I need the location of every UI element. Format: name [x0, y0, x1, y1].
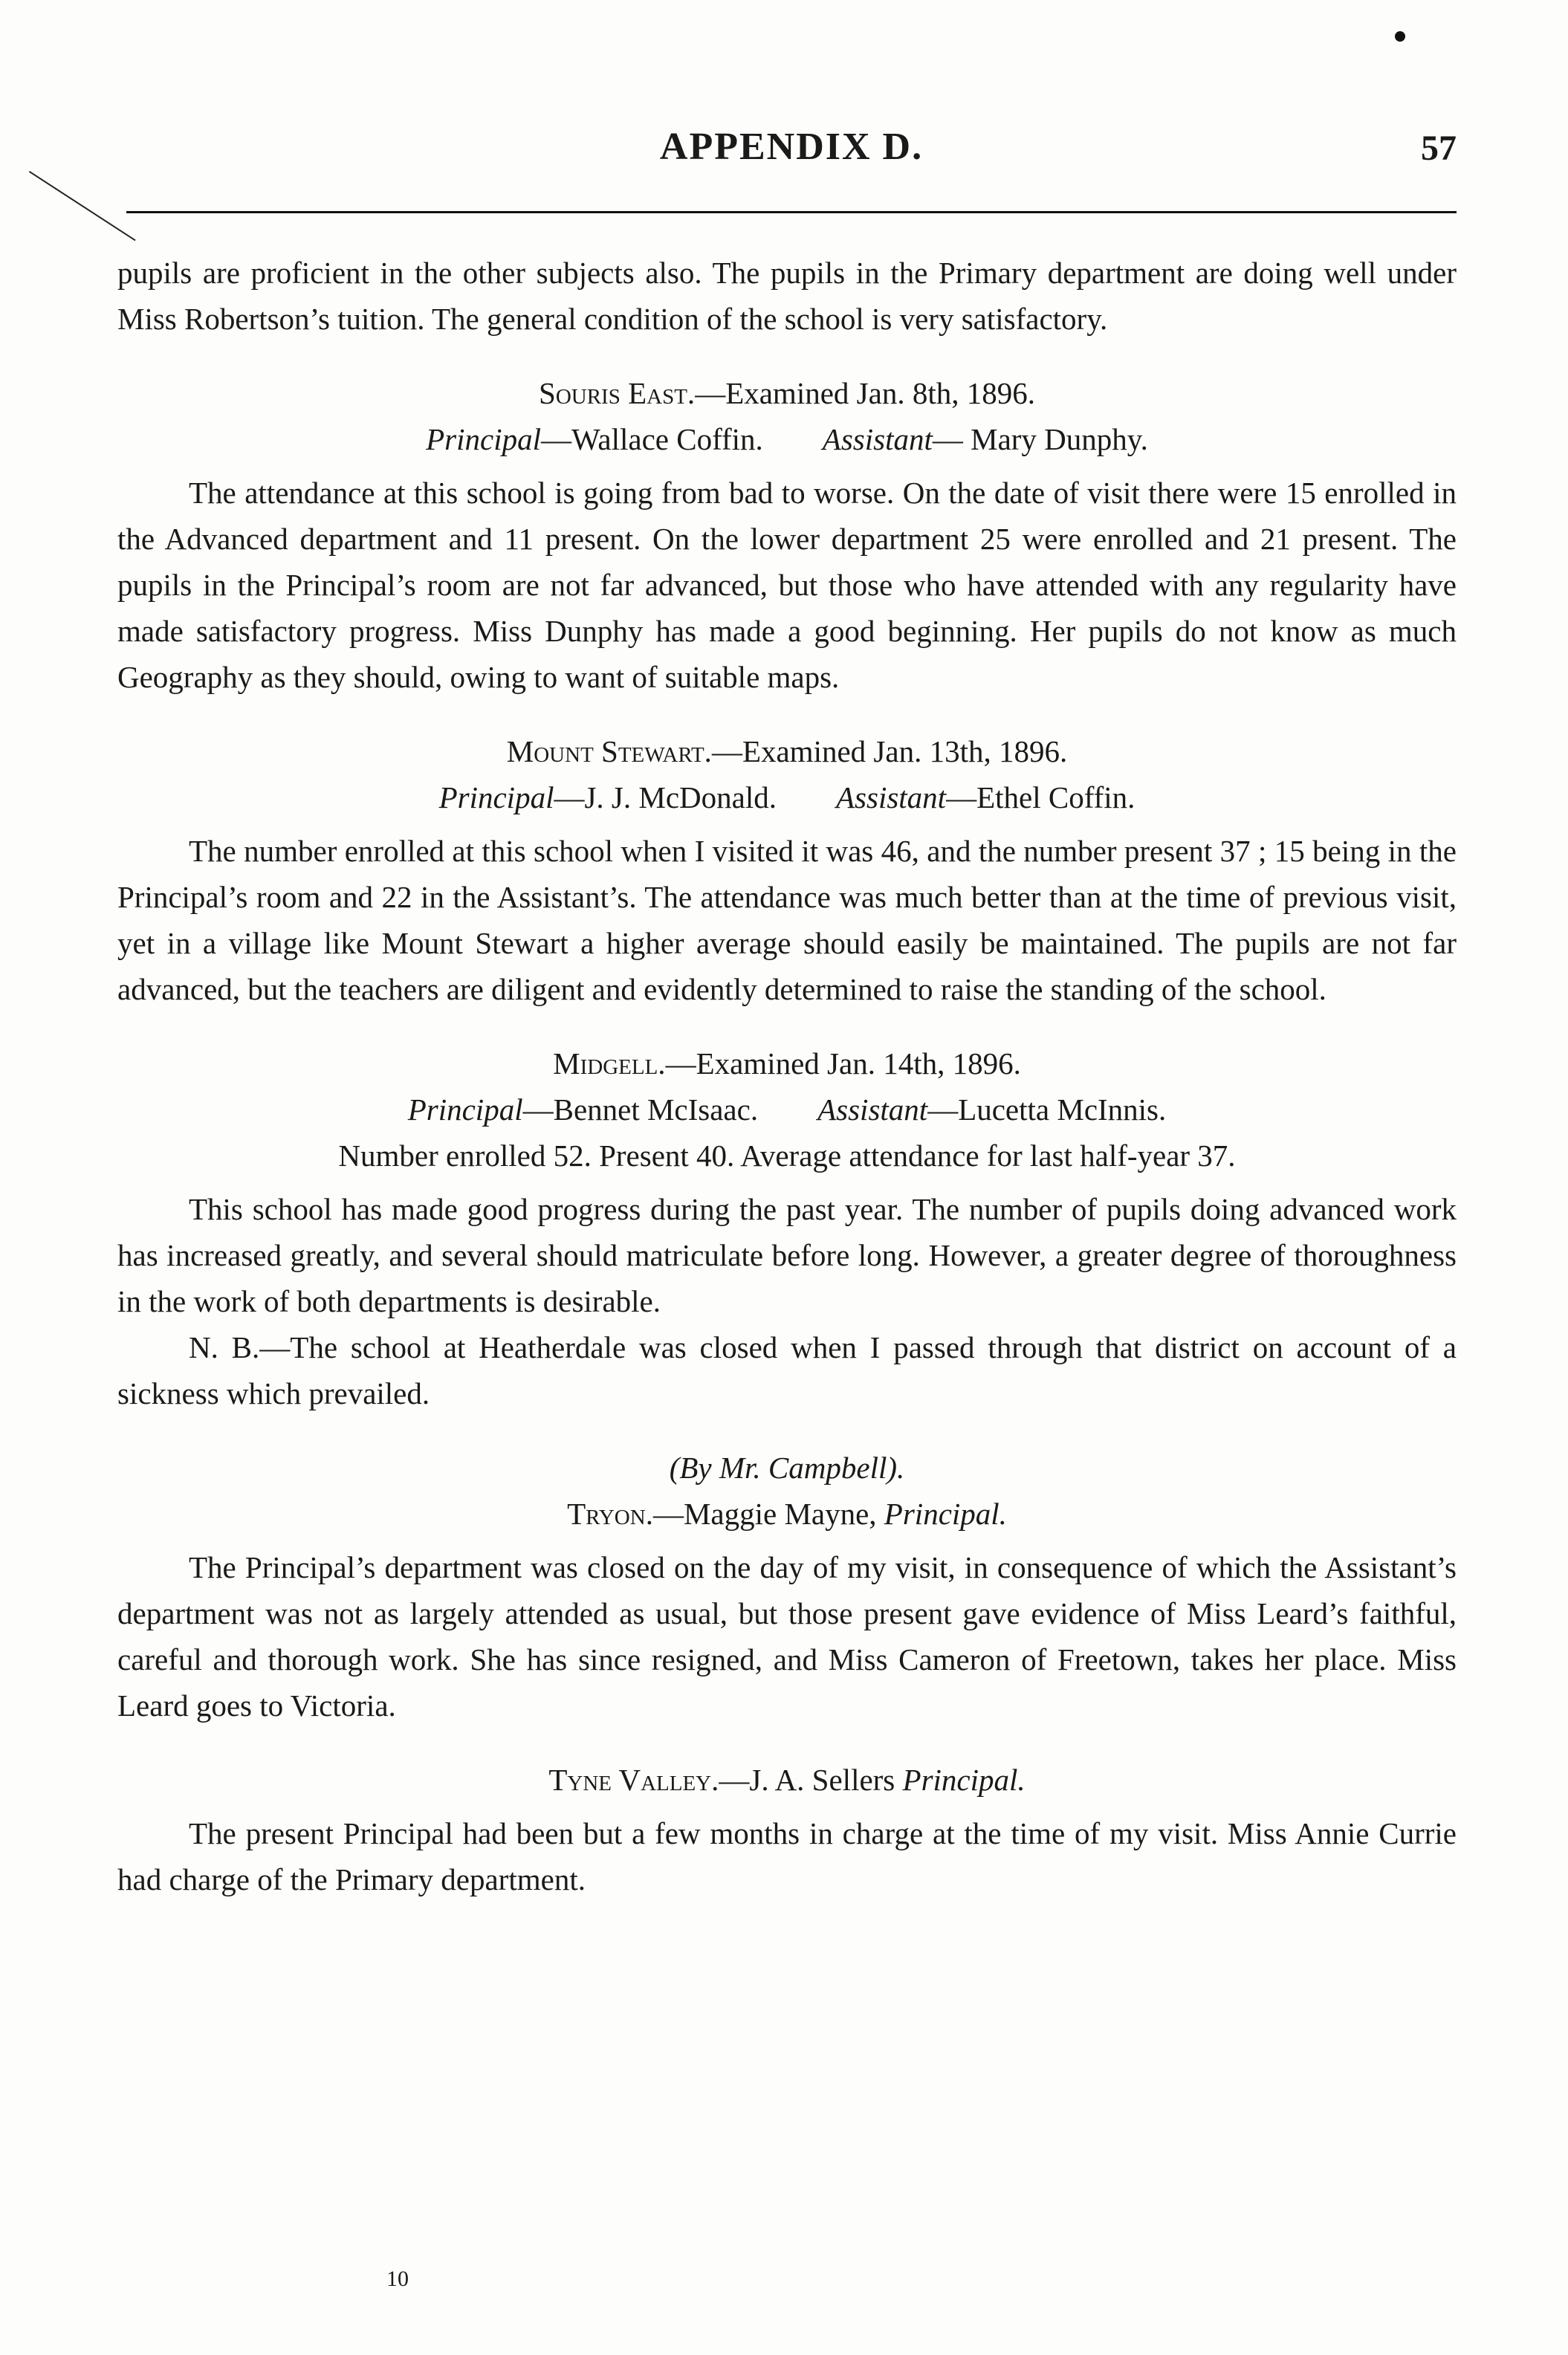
school-name: Mount Stewart.	[506, 734, 712, 768]
report-paragraph-mount-stewart: The number enrolled at this school when I visited it was 46, and the number present 37 ; 15 being in the Principal’s room and 22 in the Assistant’s. The attendance was much better than at the time of previous visit, yet in a village like Mount Stewart a higher average should easily be maintained. The pupils are not far advanced, but the teachers are diligent and evidently determined to raise the standing of the school.	[117, 834, 1457, 1006]
principal-name: —Maggie Mayne,	[652, 1497, 884, 1531]
school-name: Souris East.	[539, 376, 696, 410]
school-name: Tyne Valley.	[548, 1763, 719, 1797]
running-header	[126, 125, 1457, 169]
principal-role: Principal	[407, 1092, 523, 1127]
page-number: 57	[1421, 129, 1457, 168]
section-heading-midgell	[117, 1040, 1457, 1086]
report-paragraph-tyne-valley: The present Principal had been but a few months in charge at the time of my visit. Miss Annie Currie had charge of the Primary department.	[117, 1816, 1457, 1896]
section-heading-tryon	[117, 1491, 1457, 1537]
intro-paragraph: pupils are proficient in the other subjects also. The pupils in the Primary department are doing well under Miss Robertson’s tuition. The general condition of the school is very satisfactory.	[117, 256, 1457, 336]
section-heading-tyne-valley	[117, 1757, 1457, 1803]
staff-line-mount-stewart	[117, 774, 1457, 820]
principal-name: —J. J. McDonald.	[554, 780, 777, 814]
exam-date: —Examined Jan. 8th, 1896.	[695, 376, 1035, 410]
principal-role: Principal.	[884, 1497, 1007, 1531]
staff-line-souris	[117, 416, 1457, 462]
assistant-role: Assistant	[835, 780, 947, 814]
assistant-name: — Mary Dunphy.	[932, 422, 1148, 456]
signature-mark: 10	[386, 2267, 409, 2291]
report-paragraph-midgell: This school has made good progress during the past year. The number of pupils doing advanced work has increased greatly, and several should matriculate before long. However, a greater degree of thoroughness in the work of both departments is desirable.	[117, 1192, 1457, 1318]
report-paragraph-souris: The attendance at this school is going from bad to worse. On the date of visit there were 15 enrolled in the Advanced department and 11 present. On the lower department 25 were enrolled and 21 present. The pupils in the Principal’s room are not far advanced, but those who have attended with any regularity have made satisfactory progress. Miss Dunphy has made a good beginning. Her pupils do not know as much Geography as they should, owing to want of suitable maps.	[117, 476, 1457, 694]
assistant-role: Assistant	[822, 422, 933, 456]
principal-role: Principal	[438, 780, 554, 814]
principal-role: Principal	[426, 422, 541, 456]
section-heading-mount-stewart	[117, 728, 1457, 774]
assistant-name: —Lucetta McInnis.	[927, 1092, 1167, 1127]
ink-dot	[1395, 31, 1405, 42]
school-name: Midgell.	[553, 1046, 666, 1081]
pen-stroke-mark	[29, 171, 136, 241]
exam-date: —Examined Jan. 14th, 1896.	[665, 1046, 1021, 1081]
enrolment-line: Number enrolled 52. Present 40. Average attendance for last half-year 37.	[338, 1138, 1236, 1173]
principal-name: —Bennet McIsaac.	[522, 1092, 759, 1127]
note-paragraph: N. B.—The school at Heatherdale was closed when I passed through that district on account of a sickness which prevailed.	[117, 1330, 1457, 1410]
running-title: APPENDIX D.	[659, 126, 924, 168]
principal-role: Principal.	[902, 1763, 1026, 1797]
principal-name: —J. A. Sellers	[719, 1763, 903, 1797]
school-name: Tryon.	[567, 1497, 653, 1531]
header-rule	[126, 211, 1457, 213]
staff-line-midgell	[117, 1086, 1457, 1133]
assistant-role: Assistant	[817, 1092, 928, 1127]
section-heading-souris	[117, 370, 1457, 416]
page-body	[117, 250, 1457, 1902]
report-paragraph-tryon: The Principal’s department was closed on the day of my visit, in consequence of which the Assistant’s department was not as largely attended as usual, but those present gave evidence of Miss Leard’s faithful, careful and thorough work. She has since resigned, and Miss Cameron of Freetown, takes her place. Miss Leard goes to Victoria.	[117, 1550, 1457, 1723]
principal-name: —Wallace Coffin.	[540, 422, 763, 456]
exam-date: —Examined Jan. 13th, 1896.	[711, 734, 1068, 768]
byline: (By Mr. Campbell).	[669, 1451, 905, 1485]
assistant-name: —Ethel Coffin.	[946, 780, 1135, 814]
